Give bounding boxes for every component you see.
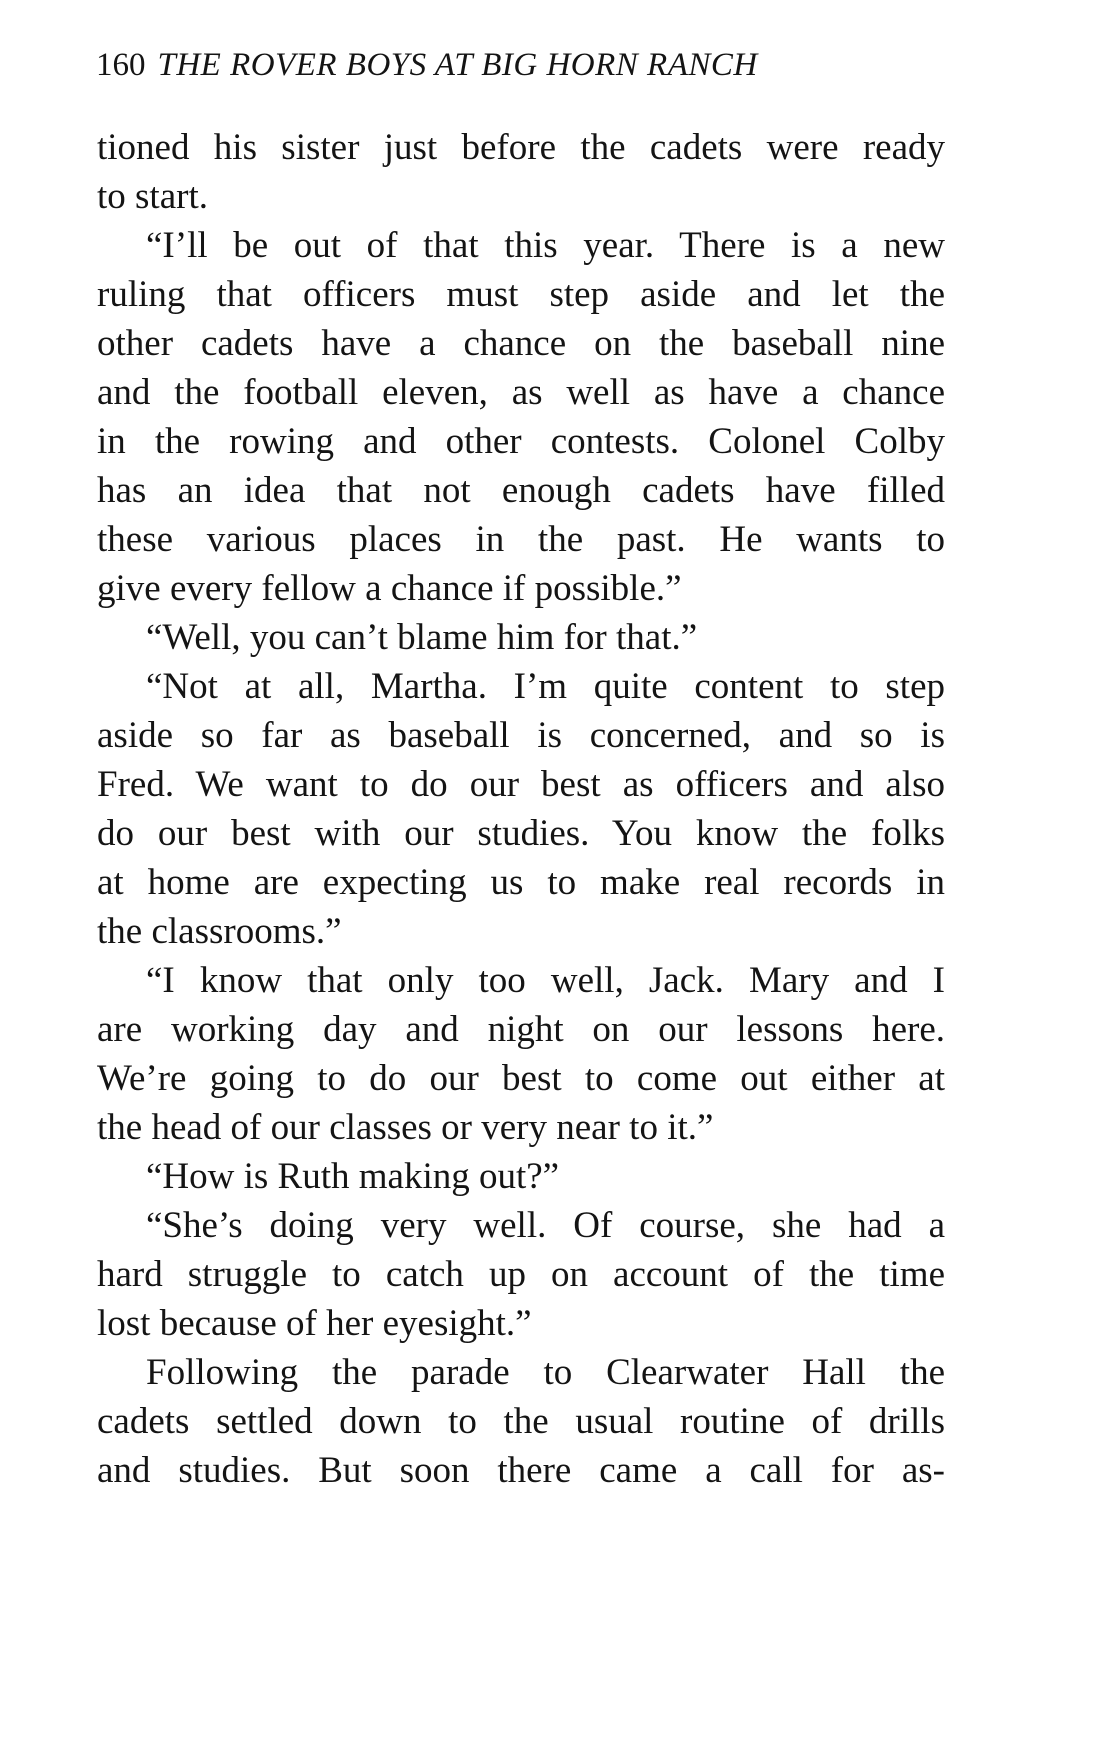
text-line: in the rowing and other contests. Colonel Colby	[97, 421, 945, 462]
text-line: the classrooms.”	[97, 911, 342, 952]
text-line: Fred. We want to do our best as officers and also	[97, 764, 945, 805]
text-line: do our best with our studies. You know the folks	[97, 813, 945, 854]
text-line: hard struggle to catch up on account of the time	[97, 1254, 945, 1295]
text-line: lost because of her eyesight.”	[97, 1303, 532, 1344]
text-line: and studies. But soon there came a call for as-	[97, 1450, 945, 1491]
text-line: has an idea that not enough cadets have filled	[97, 470, 945, 511]
text-line: other cadets have a chance on the baseball nine	[97, 323, 945, 364]
text-line: are working day and night on our lessons here.	[97, 1009, 945, 1050]
paragraph-first-line: “I know that only too well, Jack. Mary and I	[146, 960, 945, 1001]
text-line: tioned his sister just before the cadets were ready	[97, 127, 945, 168]
paragraph-first-line: “How is Ruth making out?”	[146, 1156, 560, 1197]
paragraph-first-line: “Well, you can’t blame him for that.”	[146, 617, 698, 658]
text-line: aside so far as baseball is concerned, and so is	[97, 715, 945, 756]
paragraph-first-line: “I’ll be out of that this year. There is a new	[146, 225, 945, 266]
text-line: cadets settled down to the usual routine of drills	[97, 1401, 945, 1442]
body-text	[97, 123, 945, 1495]
text-line: at home are expecting us to make real records in	[97, 862, 945, 903]
book-title: THE ROVER BOYS AT BIG HORN RANCH	[157, 47, 758, 83]
text-line: give every fellow a chance if possible.”	[97, 568, 682, 609]
running-head	[96, 40, 946, 90]
text-line: We’re going to do our best to come out either at	[97, 1058, 945, 1099]
text-line: these various places in the past. He wants to	[97, 519, 945, 560]
text-line: the head of our classes or very near to it.”	[97, 1107, 714, 1148]
text-line: and the football eleven, as well as have a chance	[97, 372, 945, 413]
text-line: to start.	[97, 176, 208, 217]
paragraph-first-line: Following the parade to Clearwater Hall the	[146, 1352, 945, 1393]
page-number: 160	[96, 47, 146, 83]
paragraph-first-line: “Not at all, Martha. I’m quite content to step	[146, 666, 945, 707]
paragraph-first-line: “She’s doing very well. Of course, she had a	[146, 1205, 945, 1246]
text-line: ruling that officers must step aside and let the	[97, 274, 945, 315]
